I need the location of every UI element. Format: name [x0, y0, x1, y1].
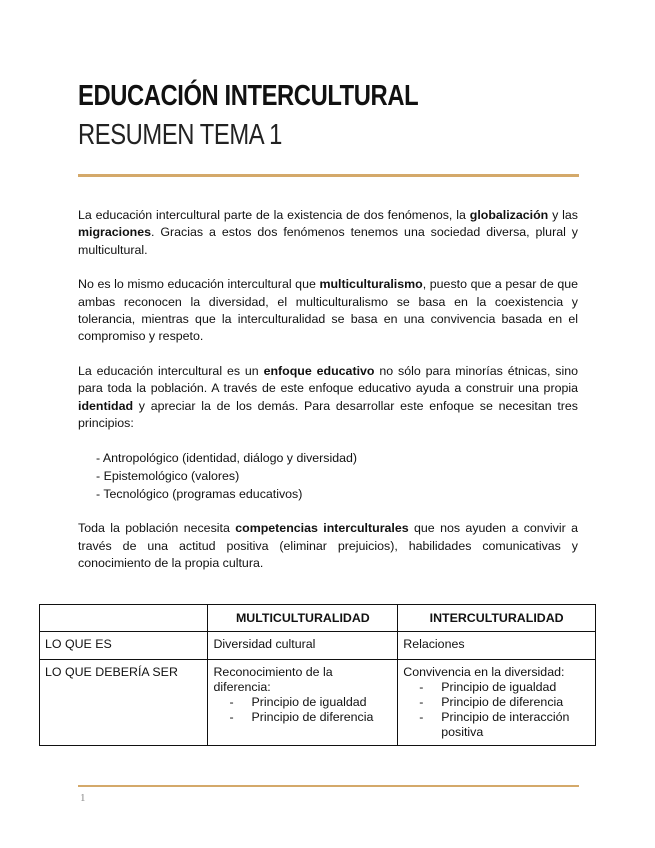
bold-term-enfoque-educativo: enfoque educativo — [263, 363, 375, 378]
list-item: - Principio de igualdad — [419, 680, 590, 695]
text-run: y las — [548, 208, 578, 222]
list-item: - Tecnológico (programas educativos) — [96, 487, 303, 502]
list-item: - Antropológico (identidad, diálogo y diversidad) — [96, 451, 358, 466]
header-divider — [78, 174, 579, 177]
text-run: La educación intercultural parte de la existencia de dos fenómenos, la — [78, 208, 470, 222]
document-body — [78, 207, 578, 590]
list-item: - Principio de diferencia — [229, 710, 392, 725]
cell-intro-text: Reconocimiento de la diferencia: — [213, 665, 333, 694]
table-row — [40, 660, 596, 746]
table-header-empty — [40, 605, 208, 632]
text-run: La educación intercultural es un — [78, 363, 264, 378]
document-title: EDUCACIÓN INTERCULTURAL — [78, 80, 419, 112]
table-header-multiculturalidad: MULTICULTURALIDAD — [208, 605, 398, 632]
page-number: 1 — [80, 792, 86, 804]
paragraph-competencies — [78, 520, 578, 572]
cell-list — [213, 695, 392, 725]
table-row — [40, 632, 596, 660]
bold-term-competencias: competencias interculturales — [235, 521, 409, 536]
cell-multi-lo-que-es: Diversidad cultural — [208, 632, 398, 660]
row-label-lo-que-deberia-ser: LO QUE DEBERÍA SER — [40, 660, 208, 746]
list-item: - Principio de interacción positiva — [419, 710, 590, 740]
cell-intro-text: Convivencia en la diversidad: — [403, 665, 565, 679]
text-run: Toda la población necesita — [78, 521, 236, 536]
bold-term-migraciones: migraciones — [78, 225, 151, 240]
text-run: No es lo mismo educación intercultural que — [78, 277, 320, 292]
table-header-row — [40, 605, 596, 632]
table-header-interculturalidad: INTERCULTURALIDAD — [398, 605, 596, 632]
document-subtitle: RESUMEN TEMA 1 — [78, 119, 282, 151]
list-item: - Epistemológico (valores) — [96, 469, 240, 484]
text-run: , puesto que a pesar de que ambas reconocen la diversidad, el multiculturalismo se basa en la coexistencia y tolerancia, mientras que la interculturalidad se basa en una convivencia basada en el compromiso y respeto. — [78, 277, 578, 344]
text-run: no sólo para minorías étnicas, sino para toda la población. A través de este enfoque educativo ayuda a construir una propia — [78, 363, 578, 396]
text-run: y apreciar la de los demás. Para desarrollar este enfoque se necesitan tres principios: — [78, 398, 578, 431]
cell-multi-lo-que-deberia-ser — [208, 660, 398, 746]
cell-inter-lo-que-deberia-ser — [398, 660, 596, 746]
row-label-lo-que-es: LO QUE ES — [40, 632, 208, 660]
footer-divider — [78, 785, 579, 787]
principles-list — [78, 449, 578, 503]
bold-term-multiculturalismo: multiculturalismo — [319, 277, 423, 292]
cell-list — [403, 680, 590, 740]
bold-term-identidad: identidad — [78, 398, 134, 413]
paragraph-multiculturalism — [78, 276, 578, 346]
bold-term-globalizacion: globalización — [469, 208, 549, 222]
comparison-table — [39, 604, 596, 746]
text-run: que nos ayuden a convivir a través de una actitud positiva (eliminar prejuicios), habilidades comunicativas y conocimiento de la propia cultura. — [78, 521, 578, 571]
list-item: - Principio de diferencia — [419, 695, 590, 710]
paragraph-educational-approach — [78, 363, 578, 433]
cell-inter-lo-que-es: Relaciones — [398, 632, 596, 660]
text-run: . Gracias a estos dos fenómenos tenemos una sociedad diversa, plural y multicultural. — [78, 225, 578, 257]
list-item: - Principio de igualdad — [229, 695, 392, 710]
paragraph-globalization — [78, 207, 578, 259]
